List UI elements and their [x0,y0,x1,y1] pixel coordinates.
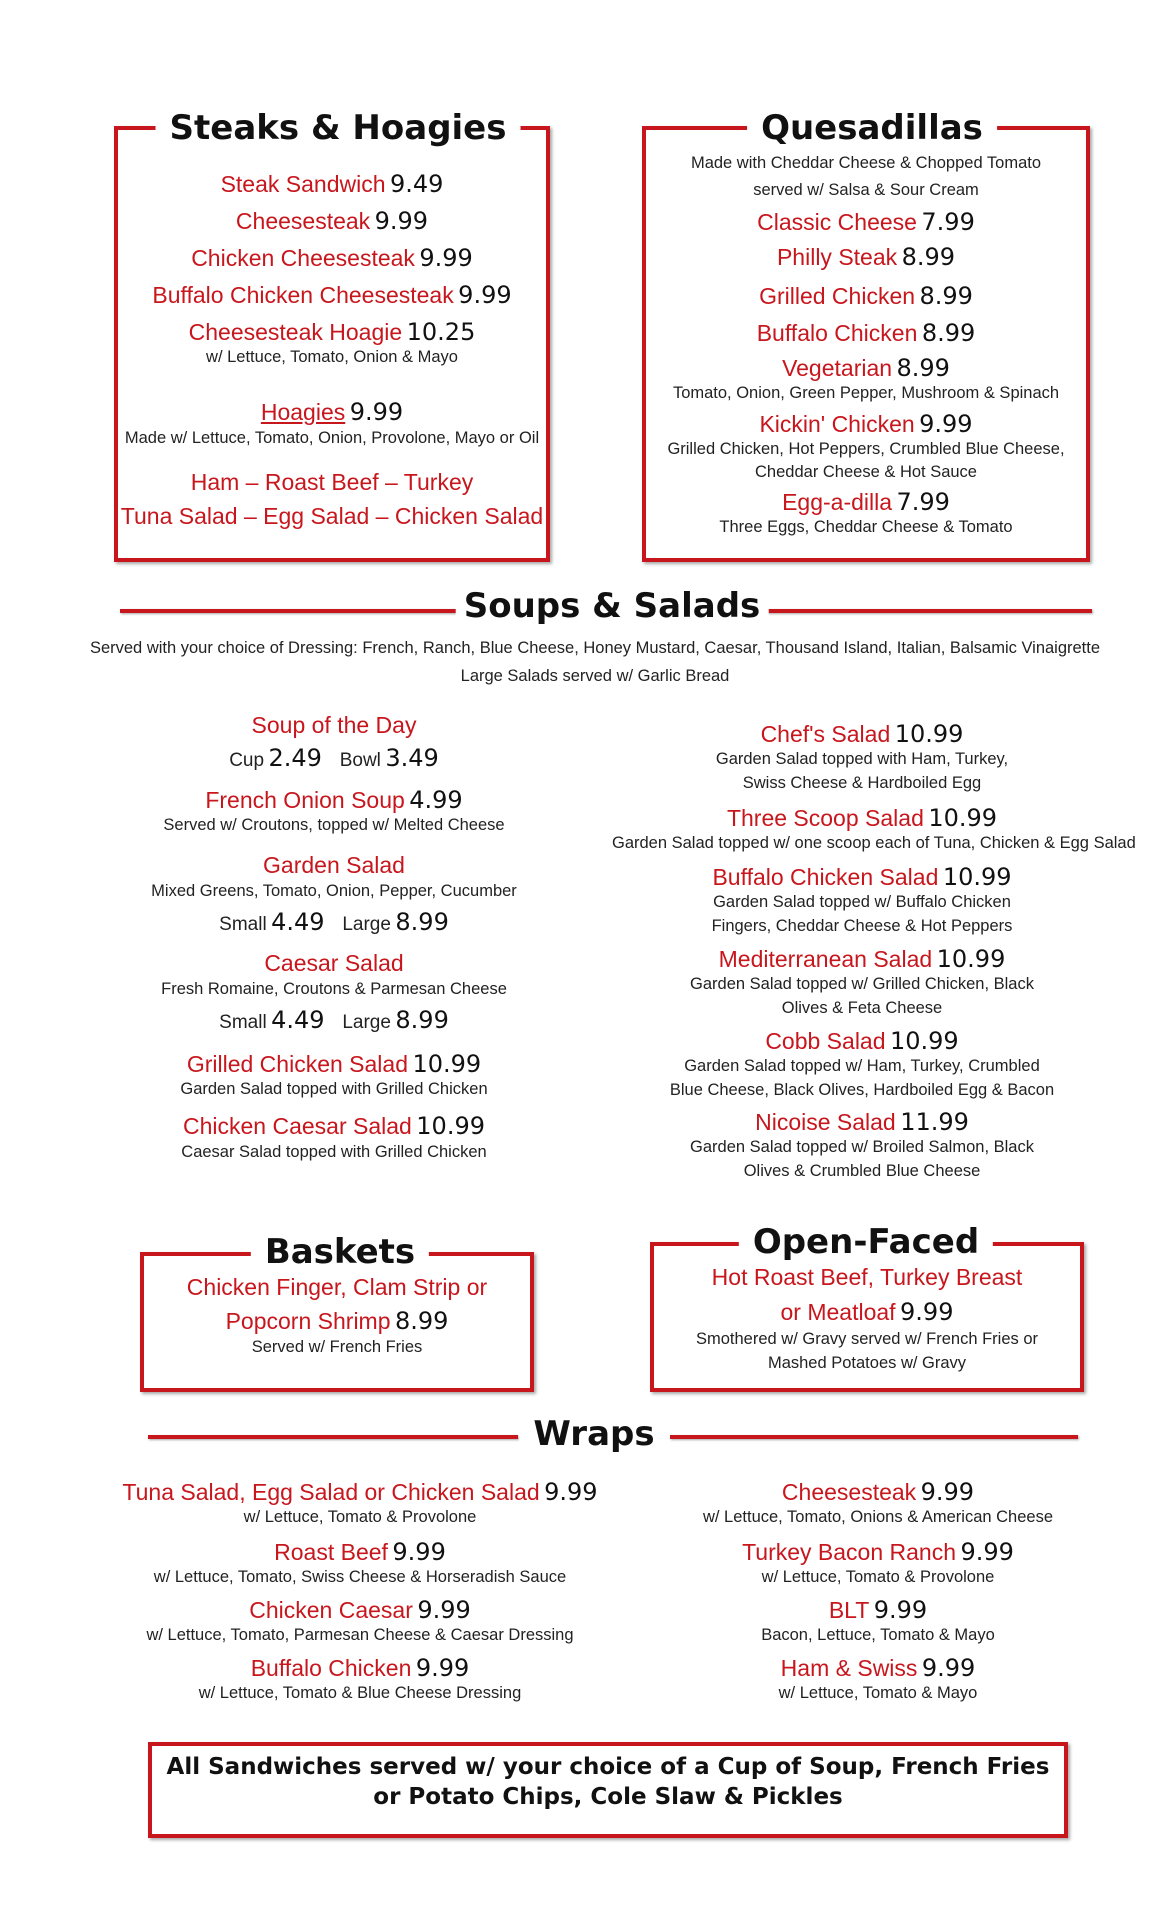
item-description: Fresh Romaine, Croutons & Parmesan Cheese [161,980,507,998]
item-description: Served w/ French Fries [251,1338,423,1356]
item-description: w/ Lettuce, Tomato, Onion & Mayo [206,348,458,366]
menu-item: Buffalo Chicken 8.99 [756,319,976,347]
item-description: w/ Lettuce, Tomato & Provolone [761,1568,995,1586]
menu-item: Buffalo Chicken Salad 10.99 [712,863,1012,891]
item-description: Served w/ Croutons, topped w/ Melted Cheese [163,816,505,834]
item-description: Mashed Potatoes w/ Gravy [767,1354,967,1372]
item-description: w/ Lettuce, Tomato, Onions & American Cheese [702,1508,1054,1526]
menu-item: BLT 9.99 [828,1596,928,1624]
menu-item: or Meatloaf 9.99 [780,1298,954,1326]
menu-item: Egg-a-dilla 7.99 [782,488,950,516]
soup-of-day: Soup of the Day [251,712,417,738]
item-description: Three Eggs, Cheddar Cheese & Tomato [719,518,1013,536]
menu-item: Nicoise Salad 11.99 [755,1108,969,1136]
soups-title: Soups & Salads [456,586,769,626]
item-description: Smothered w/ Gravy served w/ French Fries or [695,1330,1039,1348]
item-description: w/ Lettuce, Tomato, Parmesan Cheese & Caesar Dressing [146,1626,574,1644]
menu-item: Cheesesteak 9.99 [781,1478,975,1506]
menu-item: Turkey Bacon Ranch 9.99 [742,1538,1014,1566]
openfaced-name: Hot Roast Beef, Turkey Breast [711,1264,1023,1290]
item-description: Garden Salad topped w/ Grilled Chicken, Black [690,975,1034,993]
caesar-salad-prices: Small 4.49 Large 8.99 [219,1006,449,1034]
item-description: w/ Lettuce, Tomato, Swiss Cheese & Horseradish Sauce [153,1568,567,1586]
garden-salad: Garden Salad [263,852,405,878]
item-description: w/ Lettuce, Tomato & Mayo [778,1684,978,1702]
menu-item: Mediterranean Salad 10.99 [718,945,1006,973]
hoagie-varieties: Ham – Roast Beef – Turkey [190,469,474,495]
menu-item: Buffalo Chicken 9.99 [250,1654,470,1682]
menu-item: French Onion Soup 4.99 [205,786,463,814]
menu-item: Chicken Caesar Salad 10.99 [182,1112,485,1140]
menu-item: Chicken Cheesesteak 9.99 [191,244,473,272]
item-description: Garden Salad topped w/ Buffalo Chicken [713,893,1011,911]
item-description: Swiss Cheese & Hardboiled Egg [742,774,982,792]
item-description: Garden Salad topped w/ Ham, Turkey, Crumbled [684,1057,1040,1075]
item-description: Fingers, Cheddar Cheese & Hot Peppers [711,917,1013,935]
item-description: Grilled Chicken, Hot Peppers, Crumbled Blue Cheese, [667,440,1065,458]
quesadillas-intro: Made with Cheddar Cheese & Chopped Tomato [690,154,1042,172]
item-description: Tomato, Onion, Green Pepper, Mushroom & Spinach [672,384,1060,402]
item-description: w/ Lettuce, Tomato & Provolone [243,1508,477,1526]
item-description: w/ Lettuce, Tomato & Blue Cheese Dressing [198,1684,522,1702]
menu-item: Cheesesteak Hoagie 10.25 [188,318,476,346]
item-description: Bacon, Lettuce, Tomato & Mayo [761,1626,995,1644]
menu-item: Ham & Swiss 9.99 [780,1654,976,1682]
menu-item: Cobb Salad 10.99 [765,1027,959,1055]
sides-note [152,1742,1064,1830]
menu-item: Chicken Caesar 9.99 [249,1596,471,1624]
soups-intro: Served with your choice of Dressing: French, Ranch, Blue Cheese, Honey Mustard, Caesar, Thousand Island, Italian, Balsamic Vinaigrette [89,639,1101,657]
menu-item: Philly Steak 8.99 [776,243,956,271]
wraps-title: Wraps [519,1414,668,1454]
item-description: Cheddar Cheese & Hot Sauce [755,463,977,481]
soup-of-day-prices: Cup 2.49 Bowl 3.49 [229,744,439,772]
item-description: Garden Salad topped with Grilled Chicken [180,1080,488,1098]
menu-item: Chef's Salad 10.99 [760,720,964,748]
item-description: Caesar Salad topped with Grilled Chicken [181,1143,487,1161]
item-description: Olives & Feta Cheese [781,999,943,1017]
caesar-salad: Caesar Salad [264,950,404,976]
hoagie-varieties: Tuna Salad – Egg Salad – Chicken Salad [120,503,544,529]
menu-item: Popcorn Shrimp 8.99 [225,1307,449,1335]
openfaced-title: Open-Faced [739,1222,993,1262]
item-description: Made w/ Lettuce, Tomato, Onion, Provolone, Mayo or Oil [124,429,540,447]
item-description: Garden Salad topped w/ one scoop each of Tuna, Chicken & Egg Salad [612,834,1136,852]
menu-item: Vegetarian 8.99 [782,354,950,382]
quesadillas-intro: served w/ Salsa & Sour Cream [753,181,979,199]
basket-name: Chicken Finger, Clam Strip or [186,1274,488,1300]
menu-item-hoagies: Hoagies 9.99 [260,398,404,426]
soups-intro: Large Salads served w/ Garlic Bread [460,667,730,685]
menu-item: Roast Beef 9.99 [274,1538,446,1566]
menu-item: Kickin' Chicken 9.99 [759,410,973,438]
menu-item: Cheesesteak 9.99 [235,207,429,235]
wraps-left-column [120,0,600,1800]
steaks-title: Steaks & Hoagies [156,108,521,148]
baskets-title: Baskets [251,1232,429,1272]
wraps-right-column [648,0,1108,1800]
menu-item: Buffalo Chicken Cheesesteak 9.99 [152,281,512,309]
sides-note-line: All Sandwiches served w/ your choice of a Cup of Soup, French Fries [166,1754,1050,1780]
sides-note-line: or Potato Chips, Cole Slaw & Pickles [373,1784,843,1810]
quesadillas-title: Quesadillas [747,108,997,148]
item-description: Mixed Greens, Tomato, Onion, Pepper, Cucumber [151,882,517,900]
menu-item: Grilled Chicken Salad 10.99 [186,1050,482,1078]
item-description: Garden Salad topped w/ Broiled Salmon, Black [690,1138,1034,1156]
menu-item: Classic Cheese 7.99 [757,208,975,236]
item-description: Olives & Crumbled Blue Cheese [743,1162,981,1180]
garden-salad-prices: Small 4.49 Large 8.99 [219,908,449,936]
menu-item: Steak Sandwich 9.49 [220,170,444,198]
menu-item: Grilled Chicken 8.99 [759,282,973,310]
menu-item: Three Scoop Salad 10.99 [726,804,998,832]
menu-item: Tuna Salad, Egg Salad or Chicken Salad 9.99 [122,1478,598,1506]
item-description: Garden Salad topped with Ham, Turkey, [715,750,1009,768]
item-description: Blue Cheese, Black Olives, Hardboiled Egg & Bacon [669,1081,1055,1099]
